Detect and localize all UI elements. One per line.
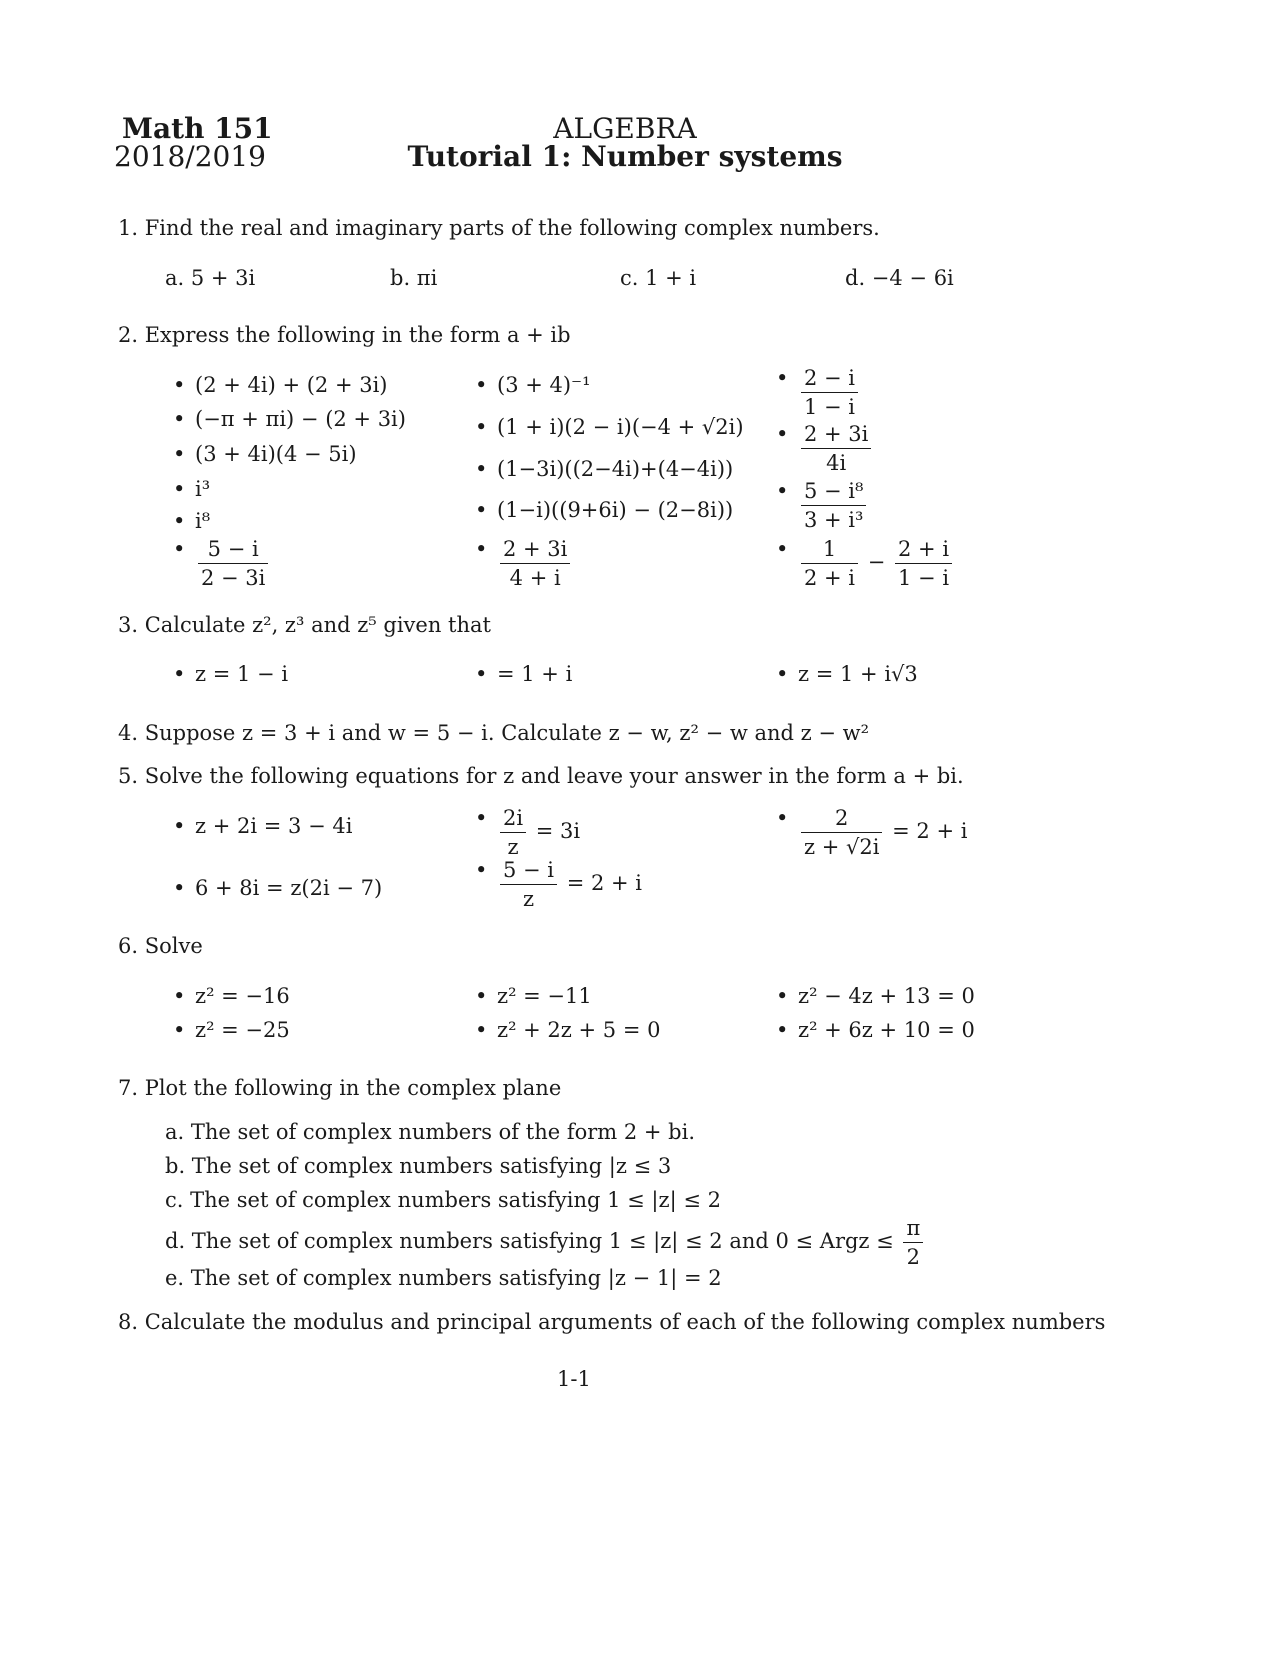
tutorial-title: Tutorial 1: Number systems — [407, 140, 843, 173]
q7-item-a: a. The set of complex numbers of the form 2 + bi. — [165, 1120, 696, 1144]
fraction-numerator: • 2 + 3i — [500, 537, 570, 564]
course-title: Math 151 — [122, 112, 273, 145]
q2-col3-fraction — [798, 479, 869, 532]
question-6: 6. Solve — [118, 934, 203, 958]
q2-col2-item: • (1−3i)((2−4i)+(4−4i)) — [497, 457, 733, 481]
question-3: 3. Calculate z², z³ and z⁵ given that — [118, 613, 491, 637]
q6-equation: • z² = −16 — [195, 984, 290, 1008]
question-1: 1. Find the real and imaginary parts of the following complex numbers. — [118, 216, 880, 240]
fraction-denominator: 4i — [826, 451, 847, 476]
fraction-denominator: 3 + i³ — [804, 508, 864, 533]
q2-col1-fraction — [195, 537, 271, 590]
q3-item: • z = 1 + i√3 — [798, 662, 918, 686]
fraction-denominator: 1 − i — [804, 395, 856, 420]
q5-fraction-equation — [798, 806, 967, 859]
fraction-denominator: z — [522, 887, 535, 912]
fraction-numerator: • 5 − i — [198, 537, 268, 564]
q5-equation: • z + 2i = 3 − 4i — [195, 814, 352, 838]
q7-item-d-text: d. The set of complex numbers satisfying 1 ≤ |z| ≤ 2 and 0 ≤ Argz ≤ — [165, 1229, 894, 1254]
q2-col2-item: • (3 + 4)⁻¹ — [497, 373, 591, 397]
q2-col2-item: • (1 + i)(2 − i)(−4 + √2i) — [497, 415, 744, 439]
q6-equation: • z² − 4z + 13 = 0 — [798, 984, 975, 1008]
fraction-numerator: π — [903, 1216, 923, 1243]
q2-col2-item: • (1−i)((9+6i) − (2−8i)) — [497, 498, 733, 522]
fraction-denominator: 2 + i — [804, 566, 856, 591]
q7-item-d — [165, 1216, 926, 1269]
q1-item-a: a. 5 + 3i — [165, 266, 256, 290]
question-4: 4. Suppose z = 3 + i and w = 5 − i. Calculate z − w, z² − w and z − w² — [118, 721, 870, 745]
fraction-numerator: 2 + i — [895, 537, 952, 564]
question-8: 8. Calculate the modulus and principal arguments of each of the following complex numbers — [118, 1310, 1106, 1334]
q2-col1-item: • (2 + 4i) + (2 + 3i) — [195, 373, 388, 397]
fraction-denominator: z — [507, 835, 519, 860]
fraction-numerator: • 2 + 3i — [801, 422, 871, 449]
q2-col3-difference — [798, 537, 955, 590]
equation-rhs: = 2 + i — [566, 871, 643, 896]
q2-col3-fraction — [798, 366, 861, 419]
q5-fraction-equation — [497, 858, 642, 911]
q2-col1-item: • i³ — [195, 477, 210, 501]
fraction-numerator: • 1 — [801, 537, 858, 564]
q3-item: • z = 1 − i — [195, 662, 288, 686]
fraction-denominator: 1 − i — [898, 566, 950, 591]
q2-col1-item: • (−π + πi) − (2 + 3i) — [195, 407, 406, 431]
fraction-numerator: • 2 − i — [801, 366, 858, 393]
subject-title: ALGEBRA — [553, 112, 697, 145]
fraction-numerator: • 2i — [500, 806, 526, 833]
q2-col1-item: • (3 + 4i)(4 − 5i) — [195, 442, 357, 466]
q1-item-b: b. πi — [390, 266, 438, 290]
q6-equation: • z² + 2z + 5 = 0 — [497, 1018, 660, 1042]
q5-equation: • 6 + 8i = z(2i − 7) — [195, 876, 382, 900]
q2-col3-fraction — [798, 422, 874, 475]
fraction-numerator: • 5 − i — [500, 858, 557, 885]
q7-item-b: b. The set of complex numbers satisfying |z ≤ 3 — [165, 1154, 672, 1178]
question-5: 5. Solve the following equations for z and leave your answer in the form a + bi. — [118, 764, 964, 788]
q3-item: • = 1 + i — [497, 662, 572, 686]
academic-year: 2018/2019 — [114, 140, 266, 173]
q1-item-c: c. 1 + i — [620, 266, 697, 290]
q6-equation: • z² = −11 — [497, 984, 592, 1008]
fraction-numerator: • 5 − i⁸ — [801, 479, 866, 506]
q2-col2-fraction — [497, 537, 573, 590]
fraction-denominator: 2 − 3i — [201, 566, 266, 591]
equation-rhs: = 2 + i — [892, 819, 968, 844]
q7-item-e: e. The set of complex numbers satisfying |z − 1| = 2 — [165, 1266, 722, 1290]
q6-equation: • z² + 6z + 10 = 0 — [798, 1018, 975, 1042]
q1-item-d: d. −4 − 6i — [845, 266, 954, 290]
minus-operator: − — [867, 550, 886, 575]
equation-rhs: = 3i — [535, 819, 581, 844]
fraction-denominator: 4 + i — [509, 566, 561, 591]
page-number: 1-1 — [557, 1367, 591, 1391]
fraction-numerator: • 2 — [801, 806, 882, 833]
q5-fraction-equation — [497, 806, 580, 859]
question-7: 7. Plot the following in the complex plane — [118, 1076, 562, 1100]
fraction-denominator: z + √2i — [804, 835, 880, 860]
q7-item-c: c. The set of complex numbers satisfying 1 ≤ |z| ≤ 2 — [165, 1188, 721, 1212]
q2-col1-item: • i⁸ — [195, 509, 210, 533]
question-2: 2. Express the following in the form a + ib — [118, 323, 571, 347]
q6-equation: • z² = −25 — [195, 1018, 290, 1042]
fraction-denominator: 2 — [906, 1245, 921, 1270]
